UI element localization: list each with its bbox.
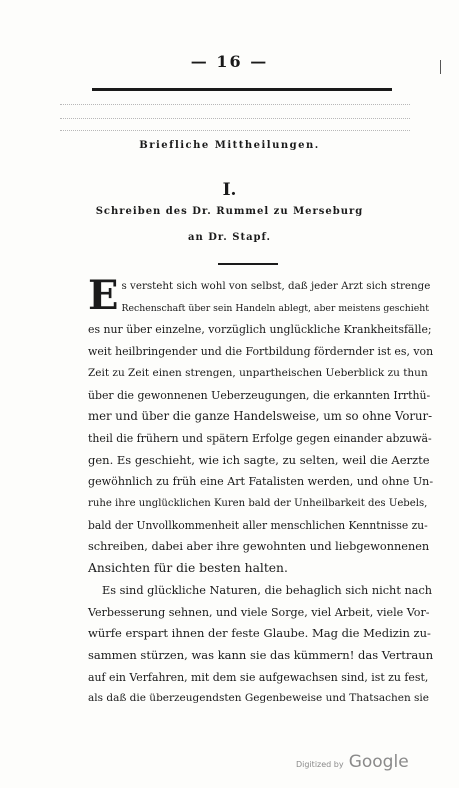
text-line: theil die frühern und spätern Erfolge gegen einander abzuwä- xyxy=(88,431,432,445)
text-line: über die gewonnenen Ueberzeugungen, die erkannten Irrthü- xyxy=(88,388,431,402)
text-line: weit heilbringender und die Fortbildung fördernder ist es, von xyxy=(88,345,434,359)
text-line: s versteht sich wohl von selbst, daß jeder Arzt sich strenge xyxy=(121,280,431,292)
watermark-prefix: Digitized by xyxy=(296,760,344,769)
text-line: bald der Unvollkommenheit aller menschlichen Kenntnisse zu- xyxy=(88,518,428,532)
text-line: Verbesserung sehnen, und viele Sorge, viel Arbeit, viele Vor- xyxy=(88,605,430,619)
letter-body xyxy=(88,272,434,710)
text-line: als daß die überzeugendsten Gegenbeweise und Thatsachen sie xyxy=(88,692,430,705)
text-line: auf ein Verfahren, mit dem sie aufgewachsen sind, ist zu fest, xyxy=(88,670,429,684)
text-line: sammen stürzen, was kann sie das kümmern! das Vertraun xyxy=(88,647,434,662)
text-line: würfe erspart ihnen der feste Glaube. Mag die Medizin zu- xyxy=(88,626,431,641)
text-line: mer und über die ganze Handelsweise, um so ohne Vorur- xyxy=(88,409,433,424)
bleed-through-line xyxy=(60,118,410,121)
bleed-through-line xyxy=(60,104,410,107)
letter-title-line-1: Schreiben des Dr. Rummel zu Merseburg xyxy=(95,206,364,217)
google-logo: Google xyxy=(348,752,409,772)
bleed-through-line xyxy=(60,130,410,133)
text-line: gewöhnlich zu früh eine Art Fatalisten werden, und ohne Un- xyxy=(88,475,434,489)
margin-mark xyxy=(440,60,441,74)
header-rule xyxy=(92,88,392,91)
digitized-watermark xyxy=(296,752,409,772)
text-line: schreiben, dabei aber ihre gewohnten und liebgewonnenen xyxy=(88,540,430,554)
text-line: es nur über einzelne, vorzüglich unglückliche Krankheitsfälle; xyxy=(88,323,432,337)
page-number: — 16 — xyxy=(190,52,269,71)
text-line: Ansichten für die besten halten. xyxy=(88,561,288,576)
section-title: Briefliche Mittheilungen. xyxy=(139,140,320,151)
text-line: gen. Es geschieht, wie ich sagte, zu selten, weil die Aerzte xyxy=(88,452,430,467)
drop-cap: E xyxy=(88,272,119,319)
text-line: Rechenschaft über sein Handeln ablegt, aber meistens geschieht xyxy=(121,302,429,314)
title-rule xyxy=(218,263,278,265)
letter-number: I. xyxy=(222,180,237,200)
text-line: ruhe ihre unglücklichen Kuren bald der Unheilbarkeit des Uebels, xyxy=(88,498,428,510)
text-line: Zeit zu Zeit einen strengen, unpartheischen Ueberblick zu thun xyxy=(88,366,428,379)
text-line: Es sind glückliche Naturen, die behaglich sich nicht nach xyxy=(102,583,433,597)
letter-title-line-2: an Dr. Stapf. xyxy=(188,232,271,243)
